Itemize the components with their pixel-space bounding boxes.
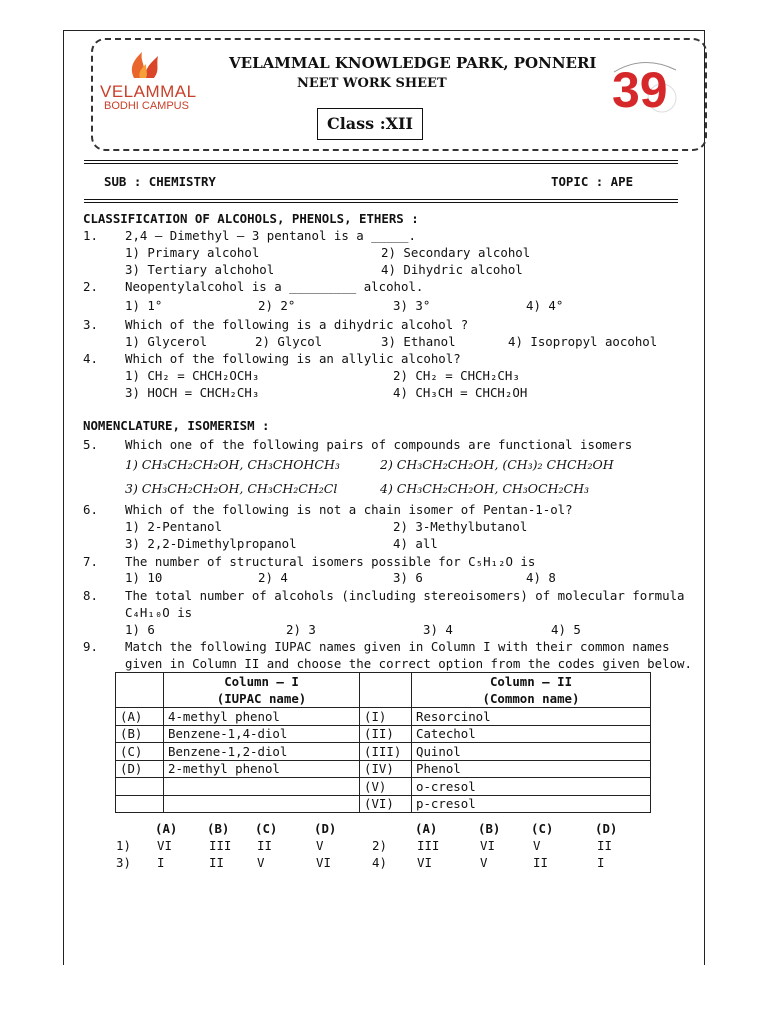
q2-option-1: 1) 1°	[125, 298, 163, 313]
table-cell: (VI)	[360, 795, 412, 813]
q7-option-3: 3) 6	[393, 570, 423, 585]
code-4-b: V	[480, 855, 488, 870]
code-2-number: 2)	[372, 838, 387, 853]
code-4-d: I	[597, 855, 605, 870]
q6-number: 6.	[83, 502, 98, 517]
q9-text-continued: given in Column II and choose the correct option from the codes given below.	[125, 656, 692, 671]
q2-option-3: 3) 3°	[393, 298, 431, 313]
rule-bottom-2	[84, 202, 678, 203]
q8-option-1: 1) 6	[125, 622, 155, 637]
q3-option-2: 2) Glycol	[255, 334, 323, 349]
table-header-row	[116, 673, 651, 708]
q8-text: The total number of alcohols (including stereoisomers) of molecular formula	[125, 588, 685, 603]
code-2-d: II	[597, 838, 612, 853]
q1-option-2: 2) Secondary alcohol	[381, 245, 531, 260]
code-2-b: VI	[480, 838, 495, 853]
code-4-c: II	[533, 855, 548, 870]
q5-option-4: 4) CH₃CH₂CH₂OH, CH₃OCH₂CH₃	[380, 481, 590, 496]
codes-head-d-left: (D)	[314, 821, 337, 836]
q1-option-4: 4) Dihydric alcohol	[381, 262, 523, 277]
table-cell: (D)	[116, 760, 164, 778]
code-3-number: 3)	[116, 855, 131, 870]
topic-label: TOPIC : APE	[551, 174, 634, 189]
q6-text: Which of the following is not a chain isomer of Pentan-1-ol?	[125, 502, 573, 517]
logo-left-line1: VELAMMAL	[100, 82, 197, 101]
q2-number: 2.	[83, 279, 98, 294]
table-cell: o-cresol	[412, 778, 651, 796]
table-cell	[164, 778, 360, 796]
column-2-subtitle: (Common name)	[482, 691, 580, 706]
q4-option-3: 3) HOCH = CHCH₂CH₃	[125, 385, 260, 400]
section-heading-nomenclature: NOMENCLATURE, ISOMERISM :	[83, 418, 270, 433]
q1-number: 1.	[83, 228, 98, 243]
q4-option-4: 4) CH₃CH = CHCH₂OH	[393, 385, 528, 400]
table-cell: (I)	[360, 708, 412, 726]
q8-text-continued: C₄H₁₀O is	[125, 605, 193, 620]
table-cell: Benzene-1,4-diol	[164, 725, 360, 743]
q5-option-1: 1) CH₃CH₂CH₂OH, CH₃CHOHCH₃	[125, 457, 340, 472]
q5-option-2: 2) CH₃CH₂CH₂OH, (CH₃)₂ CHCH₂OH	[380, 457, 614, 472]
q5-option-3: 3) CH₃CH₂CH₂OH, CH₃CH₂CH₂Cl	[125, 481, 338, 496]
q2-option-4: 4) 4°	[526, 298, 564, 313]
q6-option-1: 1) 2-Pentanol	[125, 519, 222, 534]
q9-text: Match the following IUPAC names given in Column I with their common names	[125, 639, 670, 654]
q8-option-3: 3) 4	[423, 622, 453, 637]
column-2-title: Column – II	[489, 674, 573, 689]
class-box: Class :XII	[317, 108, 423, 140]
anniversary-39-logo	[606, 54, 682, 124]
page-border-right	[704, 30, 705, 965]
table-cell: (III)	[360, 743, 412, 761]
codes-head-b-right: (B)	[478, 821, 501, 836]
codes-head-c-left: (C)	[255, 821, 278, 836]
code-3-c: V	[257, 855, 265, 870]
q3-text: Which of the following is a dihydric alcohol ?	[125, 317, 469, 332]
table-row	[116, 760, 651, 778]
q3-option-3: 3) Ethanol	[381, 334, 456, 349]
q5-number: 5.	[83, 437, 98, 452]
table-cell	[116, 778, 164, 796]
table-cell: (II)	[360, 725, 412, 743]
table-cell: (C)	[116, 743, 164, 761]
q2-text: Neopentylalcohol is a _________ alcohol.	[125, 279, 424, 294]
q7-option-2: 2) 4	[258, 570, 288, 585]
table-cell: Benzene-1,2-diol	[164, 743, 360, 761]
table-row	[116, 743, 651, 761]
code-3-a: I	[157, 855, 165, 870]
table-cell: (A)	[116, 708, 164, 726]
q7-option-4: 4) 8	[526, 570, 556, 585]
school-name: VELAMMAL KNOWLEDGE PARK, PONNERI	[229, 54, 597, 72]
code-1-c: II	[257, 838, 272, 853]
table-row	[116, 778, 651, 796]
rule-top-1	[84, 160, 678, 161]
code-3-d: VI	[316, 855, 331, 870]
q3-number: 3.	[83, 317, 98, 332]
table-row	[116, 795, 651, 813]
sheet-title: NEET WORK SHEET	[297, 76, 447, 91]
q8-option-4: 4) 5	[551, 622, 581, 637]
table-cell: Quinol	[412, 743, 651, 761]
table-header-blank	[116, 673, 164, 708]
table-cell: (IV)	[360, 760, 412, 778]
page-border-left	[63, 30, 64, 965]
q8-option-2: 2) 3	[286, 622, 316, 637]
table-row	[116, 708, 651, 726]
table-row	[116, 725, 651, 743]
match-table	[115, 672, 651, 813]
q7-text: The number of structural isomers possible for C₅H₁₂O is	[125, 554, 536, 569]
q1-option-3: 3) Tertiary alchohol	[125, 262, 275, 277]
q4-number: 4.	[83, 351, 98, 366]
q1-option-1: 1) Primary alcohol	[125, 245, 260, 260]
section-heading-classification: CLASSIFICATION OF ALCOHOLS, PHENOLS, ETHERS :	[83, 211, 419, 226]
table-cell: (B)	[116, 725, 164, 743]
table-cell: Phenol	[412, 760, 651, 778]
code-4-a: VI	[417, 855, 432, 870]
table-cell	[116, 795, 164, 813]
q7-option-1: 1) 10	[125, 570, 163, 585]
table-cell: (V)	[360, 778, 412, 796]
q6-option-3: 3) 2,2-Dimethylpropanol	[125, 536, 297, 551]
code-3-b: II	[209, 855, 224, 870]
table-cell: Resorcinol	[412, 708, 651, 726]
table-cell: p-cresol	[412, 795, 651, 813]
anniversary-number: 39	[612, 62, 668, 118]
table-header-blank	[360, 673, 412, 708]
page-border-top	[63, 30, 705, 31]
table-cell: 4-methyl phenol	[164, 708, 360, 726]
q1-text: 2,4 – Dimethyl – 3 pentanol is a _____.	[125, 228, 416, 243]
flame-logo-icon	[126, 50, 166, 82]
table-cell: Catechol	[412, 725, 651, 743]
code-1-d: V	[316, 838, 324, 853]
q2-option-2: 2) 2°	[258, 298, 296, 313]
column-2-header	[412, 673, 651, 708]
q5-text: Which one of the following pairs of compounds are functional isomers	[125, 437, 633, 452]
q6-option-2: 2) 3-Methylbutanol	[393, 519, 528, 534]
column-1-subtitle: (IUPAC name)	[216, 691, 307, 706]
q8-number: 8.	[83, 588, 98, 603]
code-1-b: III	[209, 838, 232, 853]
codes-head-a-right: (A)	[415, 821, 438, 836]
q4-option-1: 1) CH₂ = CHCH₂OCH₃	[125, 368, 260, 383]
table-cell: 2-methyl phenol	[164, 760, 360, 778]
codes-head-d-right: (D)	[595, 821, 618, 836]
table-cell	[164, 795, 360, 813]
code-4-number: 4)	[372, 855, 387, 870]
velammal-bodhi-logo	[96, 50, 206, 122]
q4-option-2: 2) CH₂ = CHCH₂CH₃	[393, 368, 520, 383]
codes-head-a-left: (A)	[155, 821, 178, 836]
column-1-header	[164, 673, 360, 708]
code-2-a: III	[417, 838, 440, 853]
q6-option-4: 4) all	[393, 536, 438, 551]
rule-bottom-1	[84, 199, 678, 200]
codes-head-c-right: (C)	[531, 821, 554, 836]
codes-head-b-left: (B)	[207, 821, 230, 836]
q3-option-1: 1) Glycerol	[125, 334, 208, 349]
subject-label: SUB : CHEMISTRY	[104, 174, 216, 189]
code-1-number: 1)	[116, 838, 131, 853]
rule-top-2	[84, 163, 678, 164]
q9-number: 9.	[83, 639, 98, 654]
q4-text: Which of the following is an allylic alcohol?	[125, 351, 461, 366]
code-2-c: V	[533, 838, 541, 853]
q7-number: 7.	[83, 554, 98, 569]
q3-option-4: 4) Isopropyl aocohol	[508, 334, 658, 349]
logo-left-line2: BODHI CAMPUS	[104, 100, 189, 112]
code-1-a: VI	[157, 838, 172, 853]
column-1-title: Column – I	[224, 674, 299, 689]
